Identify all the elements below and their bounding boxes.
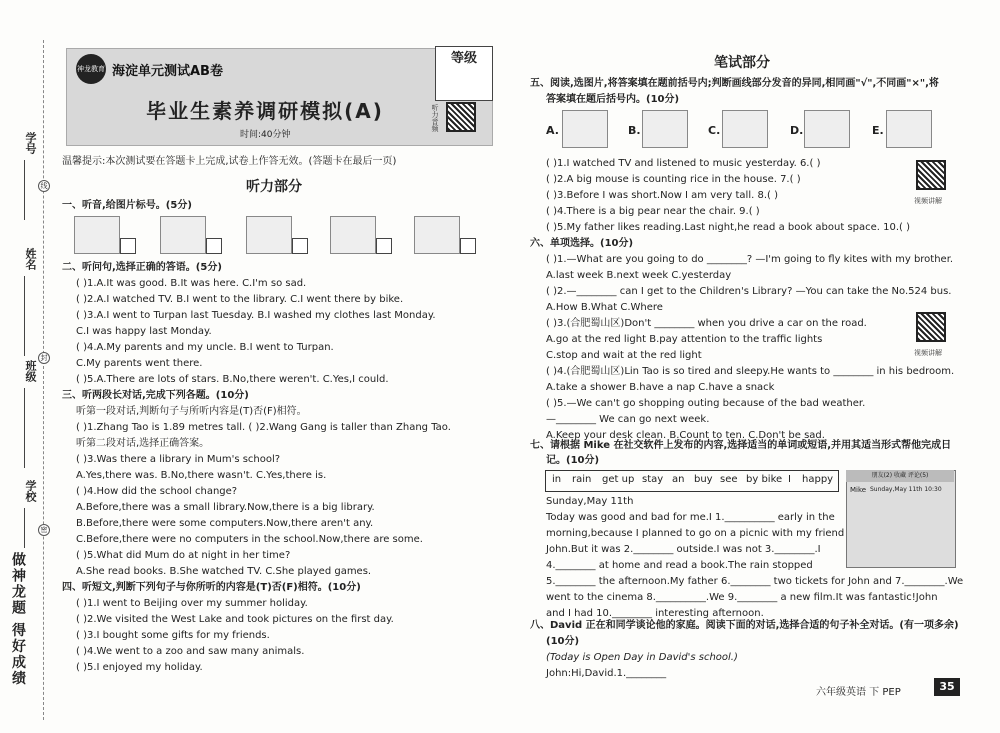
question-item: —________ We can go next week. — [546, 414, 710, 425]
option-letter: D. — [790, 124, 804, 137]
diary-line: 4.________ at home and read a book.The rain stopped — [546, 560, 813, 571]
diary-line: Today was good and bad for me.I 1.__________ early in the — [546, 512, 835, 523]
question-item: A.take a shower B.have a nap C.have a snack — [546, 382, 775, 393]
answer-box[interactable] — [120, 238, 136, 254]
question-item: ( )2.—________ can I get to the Children's Library? —You can take the No.524 bus. — [546, 286, 952, 297]
picture-chair — [722, 110, 768, 148]
question-item: ( )1.I watched TV and listened to music yesterday. 6.( ) — [546, 158, 821, 169]
option-letter: E. — [872, 124, 884, 137]
grade-label: 等级 — [435, 46, 493, 72]
name-label: 姓名 — [24, 248, 37, 270]
word-bank-item: see — [720, 474, 738, 485]
footer-info: 六年级英语 下 PEP — [816, 687, 901, 698]
diary-line: morning,because I planned to go on a picnic with my friend — [546, 528, 845, 539]
answer-box[interactable] — [376, 238, 392, 254]
section-title: 一、听音,给图片标号。(5分) — [62, 200, 192, 211]
binding-margin — [0, 40, 48, 720]
section-title: 四、听短文,判断下列句子与你所听的内容是(T)否(F)相符。(10分) — [62, 582, 361, 593]
picture-tv — [74, 216, 120, 254]
student-id-line — [24, 160, 25, 220]
logo: 神龙教育 — [76, 54, 106, 84]
question-item: C.Before,there were no computers in the school.Now,there are some. — [76, 534, 423, 545]
section-title-cont: 答案填在题后括号内。(10分) — [546, 94, 680, 105]
listening-heading: 听力部分 — [246, 179, 302, 195]
question-item: ( )2.A big mouse is counting rice in the house. 7.( ) — [546, 174, 801, 185]
picture-mouse — [804, 110, 850, 148]
question-item: ( )4.We went to a zoo and saw many animals. — [76, 646, 305, 657]
question-item: ( )1.I went to Beijing over my summer holiday. — [76, 598, 308, 609]
dialogue-line: John:Hi,David.1.________ — [546, 668, 667, 679]
dialogue-context: (Today is Open Day in David's school.) — [546, 652, 738, 663]
section-title: 七、请根据 Mike 在社交软件上发布的内容,选择适当的单词或短语,并用其适当形式帮他完成日 — [530, 440, 952, 451]
section-title: 六、单项选择。(10分) — [530, 238, 634, 249]
question-item: C.I was happy last Monday. — [76, 326, 212, 337]
picture-tv-room — [562, 110, 608, 148]
section-title: 三、听两段长对话,完成下列各题。(10分) — [62, 390, 249, 401]
picture-people — [160, 216, 206, 254]
question-item: C.My parents went there. — [76, 358, 203, 369]
picture-heights — [886, 110, 932, 148]
question-item: ( )3.A.I went to Turpan last Tuesday. B.I washed my clothes last Monday. — [76, 310, 436, 321]
section-title: 二、听问句,选择正确的答语。(5分) — [62, 262, 222, 273]
question-item: A.go at the red light B.pay attention to the traffic lights — [546, 334, 823, 345]
diary-line: and I had 10.________ interesting afternoon. — [546, 608, 764, 619]
question-item: ( )5.—We can't go shopping outing because of the bad weather. — [546, 398, 866, 409]
class-line — [24, 388, 25, 468]
qr-label: 听力音频 — [431, 104, 439, 132]
diary-line: went to the cinema 8.__________.We 9.________ a new film.It was fantastic!John — [546, 592, 938, 603]
question-item: ( )3.I bought some gifts for my friends. — [76, 630, 270, 641]
question-item: ( )3.Before I was short.Now I am very tall. 8.( ) — [546, 190, 778, 201]
page-title: 毕业生素养调研模拟(A) — [146, 99, 384, 123]
diary-line: 5.________ the afternoon.My father 6.________ two tickets for John and 7.________.We — [546, 576, 964, 587]
question-item: C.stop and wait at the red light — [546, 350, 702, 361]
answer-box[interactable] — [206, 238, 222, 254]
name-line — [24, 276, 25, 356]
question-item: ( )1.A.It was good. B.It was here. C.I'm so sad. — [76, 278, 307, 289]
social-post-user: Mike — [850, 486, 867, 494]
seal-circle: 线 — [38, 180, 50, 192]
question-item: A.She read books. B.She watched TV. C.She played games. — [76, 566, 372, 577]
question-item: ( )2.A.I watched TV. B.I went to the library. C.I went there by bike. — [76, 294, 404, 305]
question-item: ( )1.Zhang Tao is 1.89 metres tall. ( )2.Wang Gang is taller than Zhang Tao. — [76, 422, 451, 433]
seal-circle: 密 — [38, 524, 50, 536]
word-bank-item: buy — [694, 474, 713, 485]
word-bank-item: happy — [802, 474, 834, 485]
word-bank-item: get up — [602, 474, 635, 485]
word-bank-item: stay — [642, 474, 664, 485]
word-bank-item: by bike — [746, 474, 783, 485]
question-item: A.Yes,there was. B.No,there wasn't. C.Yes,there is. — [76, 470, 327, 481]
social-post-date: Sunday,May 11th 10:30 — [870, 486, 942, 493]
brand-slogan: 做神龙题 得好成绩 — [10, 552, 26, 687]
question-item: ( )4.How did the school change? — [76, 486, 238, 497]
time-limit: 时间:40分钟 — [240, 130, 291, 140]
answer-box[interactable] — [460, 238, 476, 254]
school-label: 学校 — [24, 480, 37, 502]
seal-circle: 封 — [38, 352, 50, 364]
picture-girl — [330, 216, 376, 254]
question-item: A.Keep your desk clean. B.Count to ten. C.Don't be sad. — [546, 430, 825, 441]
social-post-header: 朋友(2) 收藏 评论(5) — [846, 470, 954, 482]
section-title: 八、David 正在和同学谈论他的家庭。阅读下面的对话,选择合适的句子补全对话。(有一项多余) — [530, 620, 959, 631]
writing-heading: 笔试部分 — [714, 55, 770, 71]
option-letter: B. — [628, 124, 641, 137]
series-name: 海淀单元测试AB卷 — [112, 64, 223, 79]
word-bank-item: in — [552, 474, 562, 485]
school-line — [24, 508, 25, 548]
section-title-cont: 记。(10分) — [546, 455, 600, 466]
question-item: A.last week B.next week C.yesterday — [546, 270, 732, 281]
question-item: ( )4.A.My parents and my uncle. B.I went to Turpan. — [76, 342, 334, 353]
student-id-label: 学号 — [24, 132, 37, 154]
question-item: ( )3.Was there a library in Mum's school? — [76, 454, 281, 465]
diary-line: Sunday,May 11th — [546, 496, 634, 507]
diary-line: John.But it was 2.________ outside.I was not 3.________.I — [546, 544, 821, 555]
picture-group — [246, 216, 292, 254]
cut-line — [43, 40, 44, 720]
question-item: ( )5.What did Mum do at night in her time? — [76, 550, 291, 561]
option-letter: C. — [708, 124, 721, 137]
picture-reading — [642, 110, 688, 148]
section-title-cont: (10分) — [546, 636, 580, 647]
section-title: 五、阅读,选图片,将答案填在题前括号内;判断画线部分发音的异同,相同画"√",不同画"×",将 — [530, 78, 939, 89]
notice: 温馨提示:本次测试要在答题卡上完成,试卷上作答无效。(答题卡在最后一页) — [62, 156, 397, 167]
qr-code-icon[interactable] — [916, 160, 946, 190]
qr-code-icon[interactable] — [446, 102, 476, 132]
question-item: B.Before,there were some computers.Now,there aren't any. — [76, 518, 374, 529]
question-item: ( )5.My father likes reading.Last night,he read a book about space. 10.( ) — [546, 222, 911, 233]
question-item: 听第一段对话,判断句子与所听内容是(T)否(F)相符。 — [76, 406, 307, 417]
class-label: 班级 — [24, 360, 37, 382]
question-item: ( )2.We visited the West Lake and took pictures on the first day. — [76, 614, 394, 625]
grade-blank[interactable] — [435, 70, 493, 101]
question-item: ( )5.A.There are lots of stars. B.No,there weren't. C.Yes,I could. — [76, 374, 389, 385]
option-letter: A. — [546, 124, 559, 137]
word-bank-item: I — [788, 474, 791, 485]
question-item: ( )1.—What are you going to do ________? —I'm going to fly kites with my brother. — [546, 254, 954, 265]
word-bank-item: rain — [572, 474, 592, 485]
question-item: A.How B.What C.Where — [546, 302, 663, 313]
question-item: ( )3.(合肥蜀山区)Don't ________ when you drive a car on the road. — [546, 318, 867, 329]
question-item: A.Before,there was a small library.Now,there is a big library. — [76, 502, 375, 513]
qr-label: 视频讲解 — [914, 349, 942, 357]
page-number: 35 — [934, 678, 960, 696]
question-item: ( )4.(合肥蜀山区)Lin Tao is so tired and sleepy.He wants to ________ in his bedroom. — [546, 366, 955, 377]
word-bank-item: an — [672, 474, 685, 485]
question-item: 听第二段对话,选择正确答案。 — [76, 438, 210, 449]
qr-label: 视频讲解 — [914, 197, 942, 205]
picture-bike — [414, 216, 460, 254]
question-item: ( )4.There is a big pear near the chair. 9.( ) — [546, 206, 760, 217]
qr-code-icon[interactable] — [916, 312, 946, 342]
question-item: ( )5.I enjoyed my holiday. — [76, 662, 203, 673]
answer-box[interactable] — [292, 238, 308, 254]
